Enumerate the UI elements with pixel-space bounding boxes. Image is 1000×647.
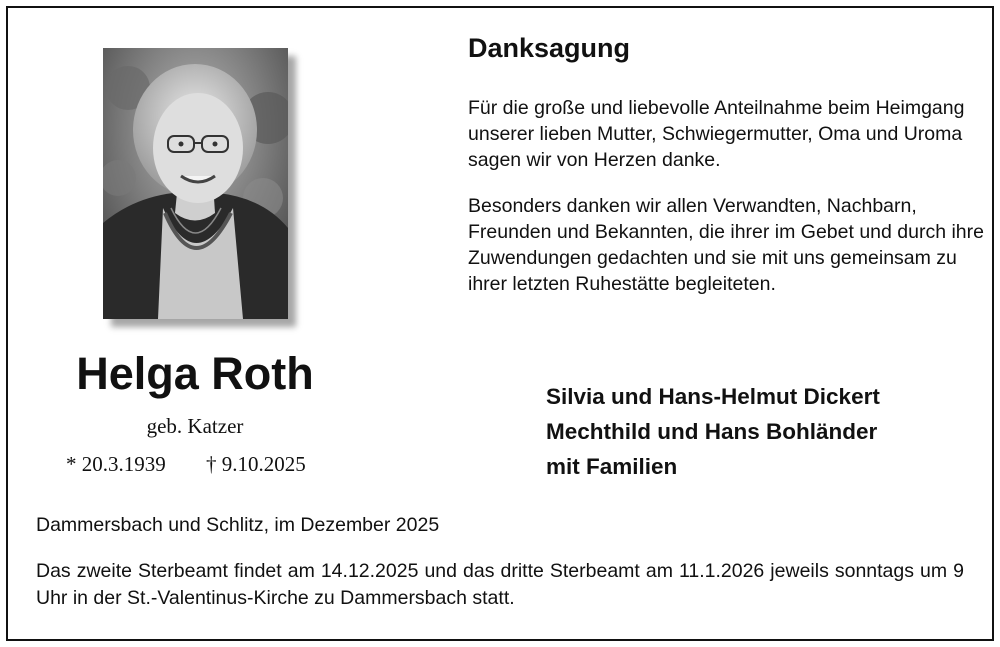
memorial-mass-notice: Das zweite Sterbeamt findet am 14.12.2025 und das dritte Sterbeamt am 11.1.2026 jeweils sonntags um 9 Uhr in der St.-Valentinus-Kirche zu Dammersbach statt.: [36, 560, 964, 609]
deceased-name: Helga Roth: [76, 348, 314, 399]
signer-line: mit Familien: [546, 454, 678, 479]
signer-line: Mechthild und Hans Bohländer: [546, 419, 878, 444]
portrait-illustration: [103, 48, 288, 319]
thanks-paragraph-1: Für die große und liebevolle Anteilnahme beim Heimgang unserer lieben Mutter, Schwiegermutter, Oma und Uroma sagen wir von Herzen danke.: [468, 97, 965, 171]
birth-date: * 20.3.1939: [66, 452, 166, 476]
maiden-name: geb. Katzer: [146, 414, 244, 438]
thanks-paragraph-2: Besonders danken wir allen Verwandten, Nachbarn, Freunden und Bekannten, die ihrer im Gebet und durch ihre Zuwendungen gedachten und sie mit uns gemeinsam zu ihrer letzten Ruhestätte begleiteten.: [468, 195, 984, 295]
portrait-photo: [103, 48, 288, 319]
signer-line: Silvia und Hans-Helmut Dickert: [546, 384, 880, 409]
place-and-date: Dammersbach und Schlitz, im Dezember 2025: [36, 514, 440, 536]
death-date: † 9.10.2025: [206, 452, 306, 476]
signers-block: [546, 379, 880, 484]
heading-danksagung: Danksagung: [468, 33, 631, 63]
